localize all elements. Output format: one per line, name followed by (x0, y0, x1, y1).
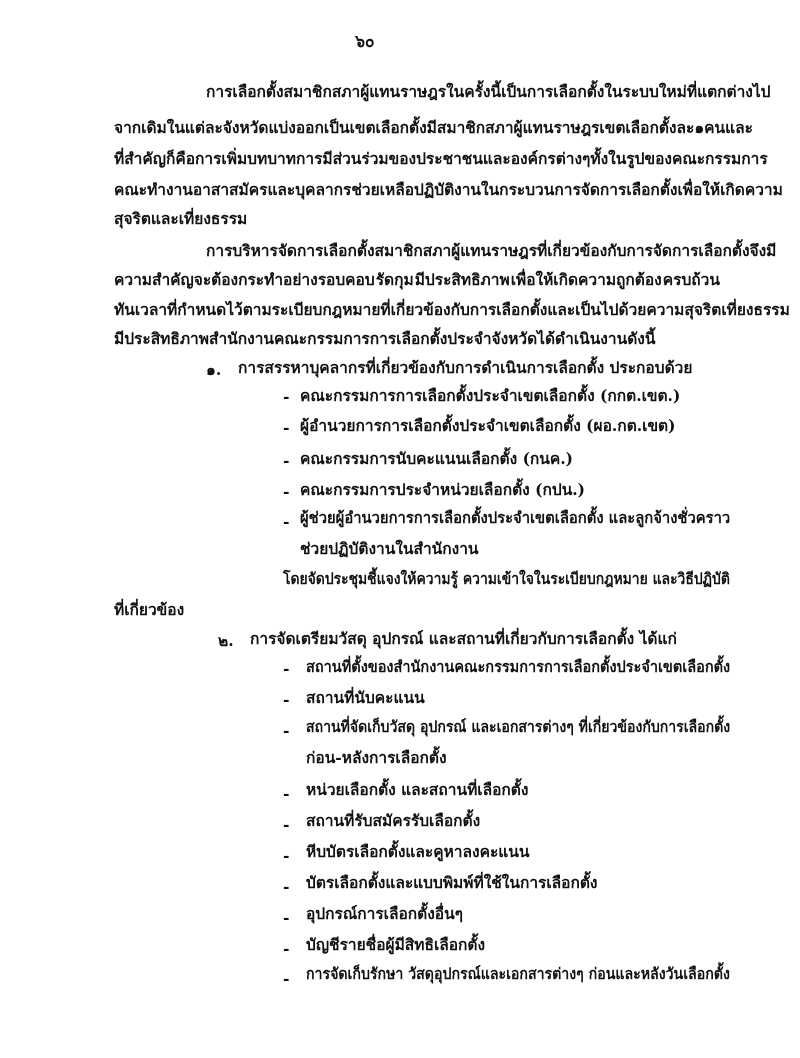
section2-item: การจัดเก็บรักษา วัสดุอุปกรณ์และเอกสารต่างๆ ก่อนและหลังวันเลือกตั้ง (306, 964, 730, 983)
section2-item: หน่วยเลือกตั้ง และสถานที่เลือกตั้ง (306, 780, 529, 799)
para1-line3: ที่สำคัญก็คือการเพิ่มบทบาทการมีส่วนร่วมของประชาชน และองค์กรต่างๆ ทั้งในรูปของคณะกรรมการ (114, 149, 768, 168)
section2-item: สถานที่ตั้งของสำนักงานคณะกรรมการการเลือกตั้งประจำเขตเลือกตั้ง (306, 657, 731, 676)
section1-item-continuation: ช่วยปฏิบัติงานในสำนักงาน (300, 539, 479, 558)
page-number: ๖๐ (355, 32, 375, 52)
section1-bullet: - (283, 418, 290, 437)
section2-bullet: - (283, 908, 290, 927)
section2-bullet: - (283, 969, 290, 988)
section2-item: หีบบัตรเลือกตั้งและคูหาลงคะแนน (306, 842, 530, 861)
para1-line2: จากเดิม ในแต่ละจังหวัดแบ่งออกเป็นเขตเลือกตั้ง มีสมาชิกสภาผู้แทนราษฎรเขตเลือกตั้งละ ๑ คน และ (114, 118, 753, 137)
section1-bullet: - (283, 387, 290, 406)
section2-bullet: - (283, 659, 290, 678)
section1-item: คณะกรรมการนับคะแนนเลือกตั้ง (กนค.) (300, 449, 573, 468)
para1-line5: สุจริตและเที่ยงธรรม (114, 209, 248, 228)
para1-line4: คณะทำงาน อาสาสมัคร และบุคลากรช่วยเหลือปฏิบัติงานในกระบวนการจัดการเลือกตั้ง เพื่อให้เกิดความ (114, 180, 783, 199)
section2-bullet: - (283, 939, 290, 958)
section2-bullet: - (283, 877, 290, 896)
section1-item: ผู้อำนวยการการเลือกตั้งประจำเขตเลือกตั้ง (ผอ.กต.เขต) (300, 416, 676, 435)
section2-item: สถานที่รับสมัครรับเลือกตั้ง (306, 811, 481, 830)
section2-item: สถานที่จัดเก็บวัสดุ อุปกรณ์ และเอกสารต่างๆ ที่เกี่ยวข้องกับการเลือกตั้ง (306, 717, 731, 736)
section2-item: สถานที่นับคะแนน (306, 688, 425, 707)
para2-line2: ความสำคัญจะต้องกระทำอย่างรอบคอบ รัดกุม มีประสิทธิภาพ เพื่อให้เกิดความถูกต้อง ครบถ้วน (114, 270, 720, 289)
section1-number: ๑. (206, 360, 222, 379)
section1-bullet: - (283, 482, 290, 501)
section1-item: ผู้ช่วยผู้อำนวยการการเลือกตั้งประจำเขตเลือกตั้ง และลูกจ้างชั่วคราว (300, 508, 731, 527)
para2-line1: การบริหารจัดการเลือกตั้งสมาชิกสภาผู้แทนราษฎร ที่เกี่ยวข้องกับการจัดการเลือกตั้ง จึงมี (206, 241, 777, 260)
section2-bullet: - (283, 721, 290, 740)
section1-bullet: - (283, 512, 290, 531)
section2-number: ๒. (218, 631, 234, 650)
section1-item: คณะกรรมการการเลือกตั้งประจำเขตเลือกตั้ง (กกต.เขต.) (300, 386, 681, 405)
section2-title: การจัดเตรียมวัสดุ อุปกรณ์ และสถานที่เกี่ยวกับการเลือกตั้ง ได้แก่ (250, 629, 677, 648)
section1-note-continuation: ที่เกี่ยวข้อง (114, 600, 185, 619)
para1-line1: การเลือกตั้งสมาชิกสภาผู้แทนราษฎรในครั้งนี้ เป็นการเลือกตั้งในระบบใหม่ที่แตกต่างไป (206, 82, 771, 101)
section2-item: อุปกรณ์การเลือกตั้งอื่นๆ (306, 904, 464, 923)
section2-bullet: - (283, 815, 290, 834)
section2-bullet: - (283, 784, 290, 803)
section1-title: การสรรหาบุคลากรที่เกี่ยวข้องกับการดำเนินการเลือกตั้ง ประกอบด้วย (238, 358, 693, 377)
section2-item: บัญชีรายชื่อผู้มีสิทธิเลือกตั้ง (306, 935, 486, 954)
section2-item-continuation: ก่อน-หลังการเลือกตั้ง (306, 748, 447, 767)
section2-bullet: - (283, 690, 290, 709)
section1-bullet: - (283, 451, 290, 470)
section1-note: โดยจัดประชุมชี้แจงให้ความรู้ ความเข้าใจในระเบียบกฎหมาย และวิธีปฏิบัติ (283, 569, 730, 588)
para2-line3: ทันเวลาที่กำหนดไว้ตามระเบียบ กฎหมาย ที่เกี่ยวข้องกับการเลือกตั้งและเป็นไปด้วยความสุจริต เที่ยงธรรม (114, 300, 790, 319)
section2-bullet: - (283, 846, 290, 865)
para2-line4: มีประสิทธิภาพ สำนักงานคณะกรรมการการเลือกตั้งประจำจังหวัดได้ดำเนินงาน ดังนี้ (114, 329, 656, 348)
section1-item: คณะกรรมการประจำหน่วยเลือกตั้ง (กปน.) (300, 480, 586, 499)
section2-item: บัตรเลือกตั้งและแบบพิมพ์ที่ใช้ในการเลือกตั้ง (306, 873, 598, 892)
